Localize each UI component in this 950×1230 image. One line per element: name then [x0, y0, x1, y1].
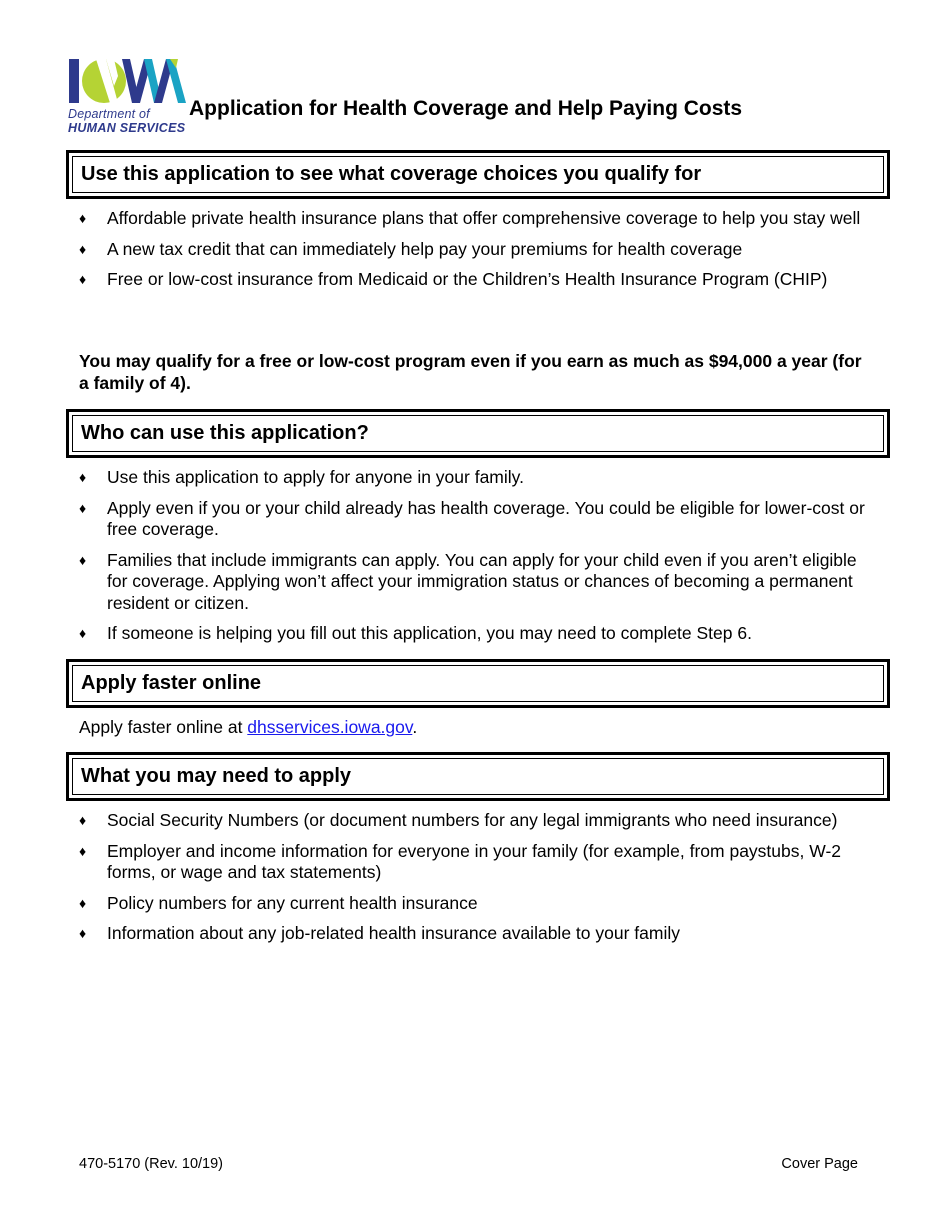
list-item: ♦ Social Security Numbers (or document numbers for any legal immigrants who need insurance) — [79, 810, 838, 830]
list-item: ♦ If someone is helping you fill out this application, you may need to complete Step 6. — [79, 623, 752, 643]
diamond-bullet-icon: ♦ — [79, 894, 87, 911]
diamond-bullet-icon: ♦ — [79, 210, 87, 226]
section-heading-box-online — [66, 659, 890, 708]
page-label: Cover Page — [781, 1156, 858, 1172]
section-heading-box-who — [66, 409, 890, 458]
logo-human-services: HUMAN SERVICES — [68, 121, 186, 135]
logo-department-of: Department of — [68, 107, 150, 121]
list-item: ♦ Apply even if you or your child already has health coverage. You could be eligible for lower-cost or free coverage. — [79, 497, 865, 539]
section-heading: Who can use this application? — [72, 415, 884, 452]
section-heading: Apply faster online — [72, 665, 884, 702]
section-heading-box-need — [66, 752, 890, 801]
list-item: ♦ Families that include immigrants can apply. You can apply for your child even if you aren’t eligible for coverage. Applying won’t affect your immigration status or chances of becoming a permanent resident or citizen. — [79, 549, 857, 613]
dhsservices-link[interactable]: dhsservices.iowa.gov — [247, 717, 413, 737]
list-item: ♦ Employer and income information for everyone in your family (for example, from paystubs, W-2 forms, or wage and tax statements) — [79, 840, 842, 882]
income-eligibility-note: You may qualify for a free or low-cost program even if you earn as much as $94,000 a year (for a family of 4). — [79, 351, 862, 393]
what-you-need-list — [79, 810, 879, 954]
apply-online-text: Apply faster online at dhsservices.iowa.gov. — [79, 717, 418, 737]
list-item: ♦ Policy numbers for any current health insurance — [79, 892, 478, 913]
diamond-bullet-icon: ♦ — [79, 469, 87, 485]
iowa-dhs-logo — [66, 56, 188, 138]
list-item: ♦ Free or low-cost insurance from Medicaid or the Children’s Health Insurance Program (CHIP) — [79, 269, 828, 289]
diamond-bullet-icon: ♦ — [79, 842, 87, 859]
diamond-bullet-icon: ♦ — [79, 240, 87, 257]
list-item: ♦ Information about any job-related health insurance available to your family — [79, 923, 680, 943]
document-title: Application for Health Coverage and Help Paying Costs — [189, 97, 743, 120]
diamond-bullet-icon: ♦ — [79, 499, 87, 516]
diamond-bullet-icon: ♦ — [79, 925, 87, 941]
coverage-choices-list — [79, 208, 879, 300]
list-item: ♦ A new tax credit that can immediately help pay your premiums for health coverage — [79, 238, 743, 259]
diamond-bullet-icon: ♦ — [79, 551, 87, 568]
iowa-wordmark-icon — [66, 56, 188, 106]
section-heading: Use this application to see what coverage choices you qualify for — [72, 156, 884, 193]
diamond-bullet-icon: ♦ — [79, 812, 87, 828]
diamond-bullet-icon: ♦ — [79, 625, 87, 641]
list-item: ♦ Affordable private health insurance plans that offer comprehensive coverage to help you stay well — [79, 208, 861, 228]
section-heading-box-coverage — [66, 150, 890, 199]
who-can-use-list — [79, 467, 879, 654]
list-item: ♦ Use this application to apply for anyone in your family. — [79, 467, 524, 487]
diamond-bullet-icon: ♦ — [79, 271, 87, 287]
section-heading: What you may need to apply — [72, 758, 884, 795]
form-number: 470-5170 (Rev. 10/19) — [79, 1156, 224, 1172]
